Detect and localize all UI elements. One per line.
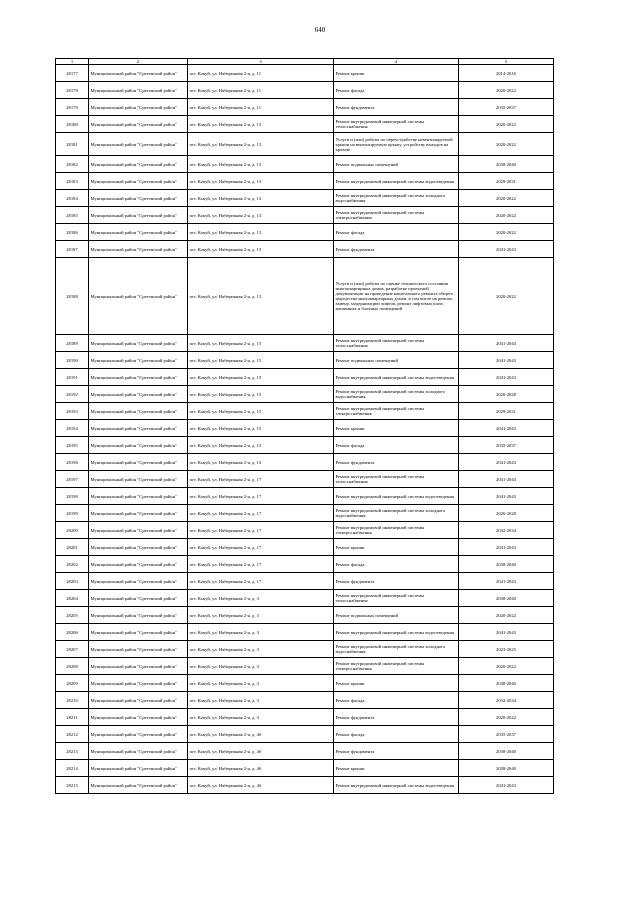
work-type-cell: Услуги и (или) работы по переустройству невентилируемой крыши на вентилируемую крышу, устройству выходов на кровлю: [334, 133, 459, 156]
work-type-cell: Ремонт крыши: [334, 675, 459, 692]
work-type-cell: Ремонт фундамента: [334, 573, 459, 590]
row-number-cell: 28208: [56, 658, 89, 675]
municipality-cell: Муниципальный район "Сретенский район": [89, 709, 188, 726]
row-number-cell: 28198: [56, 488, 89, 505]
address-cell: пгт. Кокуй, ул. Набережная 2-я, д. 3: [188, 607, 334, 624]
column-number: 2: [89, 59, 188, 65]
row-number-cell: 28187: [56, 241, 89, 258]
table-row: [56, 403, 554, 420]
period-cell: 2023-2025: [459, 641, 554, 658]
page-number: 640: [314, 26, 326, 34]
row-number-cell: 28196: [56, 454, 89, 471]
row-number-cell: 28210: [56, 692, 89, 709]
row-number-cell: 28184: [56, 190, 89, 207]
municipality-cell: Муниципальный район "Сретенский район": [89, 624, 188, 641]
work-type-cell: Ремонт внутридомовой инженерной системы электроснабжения: [334, 403, 459, 420]
address-cell: пгт. Кокуй, ул. Набережная 2-я, д. 11: [188, 99, 334, 116]
table-row: [56, 241, 554, 258]
municipality-cell: Муниципальный район "Сретенский район": [89, 590, 188, 607]
municipality-cell: Муниципальный район "Сретенский район": [89, 556, 188, 573]
address-cell: пгт. Кокуй, ул. Набережная 2-я, д. 13: [188, 207, 334, 224]
period-cell: 2041-2043: [459, 471, 554, 488]
row-number-cell: 28181: [56, 133, 89, 156]
row-number-cell: 28180: [56, 116, 89, 133]
municipality-cell: Муниципальный район "Сретенский район": [89, 743, 188, 760]
municipality-cell: Муниципальный район "Сретенский район": [89, 658, 188, 675]
municipality-cell: Муниципальный район "Сретенский район": [89, 258, 188, 335]
period-cell: 2020-2022: [459, 607, 554, 624]
table-row: [56, 156, 554, 173]
work-type-cell: Ремонт фасада: [334, 82, 459, 99]
municipality-cell: Муниципальный район "Сретенский район": [89, 471, 188, 488]
table-row: [56, 65, 554, 82]
table-row: [56, 207, 554, 224]
address-cell: пгт. Кокуй, ул. Набережная 2-я, д. 15: [188, 420, 334, 437]
municipality-cell: Муниципальный район "Сретенский район": [89, 224, 188, 241]
municipality-cell: Муниципальный район "Сретенский район": [89, 777, 188, 794]
work-type-cell: Ремонт фундамента: [334, 454, 459, 471]
address-cell: пгт. Кокуй, ул. Набережная 2-я, д. 15: [188, 437, 334, 454]
period-cell: 2038-2040: [459, 590, 554, 607]
address-cell: пгт. Кокуй, ул. Набережная 2-я, д. 13: [188, 173, 334, 190]
period-cell: 2041-2043: [459, 352, 554, 369]
address-cell: пгт. Кокуй, ул. Набережная 2-я, д. 15: [188, 369, 334, 386]
table-row: [56, 454, 554, 471]
row-number-cell: 28203: [56, 573, 89, 590]
column-number: 5: [459, 59, 554, 65]
period-cell: 2020-2022: [459, 82, 554, 99]
row-number-cell: 28179: [56, 99, 89, 116]
row-number-cell: 28192: [56, 386, 89, 403]
row-number-cell: 28183: [56, 173, 89, 190]
address-cell: пгт. Кокуй, ул. Набережная 2-я, д. 17: [188, 573, 334, 590]
period-cell: 2038-2040: [459, 760, 554, 777]
table-row: [56, 522, 554, 539]
address-cell: пгт. Кокуй, ул. Набережная 2-я, д. 15: [188, 454, 334, 471]
row-number-cell: 28213: [56, 743, 89, 760]
address-cell: пгт. Кокуй, ул. Набережная 2-я, д. 4б: [188, 777, 334, 794]
row-number-cell: 28191: [56, 369, 89, 386]
table-row: [56, 420, 554, 437]
row-number-cell: 28206: [56, 624, 89, 641]
table-row: [56, 190, 554, 207]
capital-repair-table: [55, 58, 554, 794]
work-type-cell: Ремонт внутридомовой инженерной системы холодного водоснабжения: [334, 505, 459, 522]
table-row: [56, 505, 554, 522]
row-number-cell: 28207: [56, 641, 89, 658]
work-type-cell: Ремонт фундамента: [334, 99, 459, 116]
table-row: [56, 743, 554, 760]
address-cell: пгт. Кокуй, ул. Набережная 2-я, д. 4б: [188, 760, 334, 777]
table-row: [56, 133, 554, 156]
address-cell: пгт. Кокуй, ул. Набережная 2-я, д. 3: [188, 692, 334, 709]
row-number-cell: 28193: [56, 403, 89, 420]
municipality-cell: Муниципальный район "Сретенский район": [89, 82, 188, 99]
municipality-cell: Муниципальный район "Сретенский район": [89, 190, 188, 207]
table-row: [56, 369, 554, 386]
municipality-cell: Муниципальный район "Сретенский район": [89, 488, 188, 505]
municipality-cell: Муниципальный район "Сретенский район": [89, 207, 188, 224]
work-type-cell: Ремонт внутридомовой инженерной системы водоотведения: [334, 624, 459, 641]
municipality-cell: Муниципальный район "Сретенский район": [89, 726, 188, 743]
period-cell: 2020-2022: [459, 116, 554, 133]
address-cell: пгт. Кокуй, ул. Набережная 2-я, д. 17: [188, 488, 334, 505]
address-cell: пгт. Кокуй, ул. Набережная 2-я, д. 13: [188, 116, 334, 133]
work-type-cell: Ремонт фасада: [334, 224, 459, 241]
column-number: 4: [334, 59, 459, 65]
table-row: [56, 116, 554, 133]
period-cell: 2035-2037: [459, 437, 554, 454]
work-type-cell: Ремонт внутридомовой инженерной системы водоотведения: [334, 369, 459, 386]
row-number-cell: 28205: [56, 607, 89, 624]
row-number-cell: 28194: [56, 420, 89, 437]
work-type-cell: Ремонт внутридомовой инженерной системы холодного водоснабжения: [334, 641, 459, 658]
table-row: [56, 607, 554, 624]
municipality-cell: Муниципальный район "Сретенский район": [89, 403, 188, 420]
row-number-cell: 28204: [56, 590, 89, 607]
row-number-cell: 28186: [56, 224, 89, 241]
row-number-cell: 28178: [56, 82, 89, 99]
table-row: [56, 224, 554, 241]
table-row: [56, 726, 554, 743]
period-cell: 2038-2040: [459, 156, 554, 173]
row-number-cell: 28199: [56, 505, 89, 522]
table-row: [56, 777, 554, 794]
address-cell: пгт. Кокуй, ул. Набережная 2-я, д. 13: [188, 133, 334, 156]
municipality-cell: Муниципальный район "Сретенский район": [89, 241, 188, 258]
work-type-cell: Ремонт внутридомовой инженерной системы водоотведения: [334, 173, 459, 190]
period-cell: 2041-2043: [459, 539, 554, 556]
work-type-cell: Услуги и (или) работы по оценке технического состояния многоквартирных домов, разработке проектной документации на проведение капитального ремонта общего имущества многоквартирных домов, в том числе на ремонт, замену, модернизацию лифтов, ремонт лифтовых шахт, машинных и блочных помещений: [334, 258, 459, 335]
work-type-cell: Ремонт внутридомовой инженерной системы теплоснабжения: [334, 116, 459, 133]
column-number: 1: [56, 59, 89, 65]
row-number-cell: 28189: [56, 335, 89, 352]
table-row: [56, 692, 554, 709]
table-row: [56, 709, 554, 726]
table-body: [56, 59, 554, 794]
work-type-cell: Ремонт внутридомовой инженерной системы теплоснабжения: [334, 471, 459, 488]
municipality-cell: Муниципальный район "Сретенский район": [89, 692, 188, 709]
address-cell: пгт. Кокуй, ул. Набережная 2-я, д. 17: [188, 539, 334, 556]
period-cell: 2041-2043: [459, 624, 554, 641]
municipality-cell: Муниципальный район "Сретенский район": [89, 369, 188, 386]
period-cell: 2041-2043: [459, 488, 554, 505]
table-row: [56, 573, 554, 590]
address-cell: пгт. Кокуй, ул. Набережная 2-я, д. 13: [188, 224, 334, 241]
table-row: [56, 539, 554, 556]
municipality-cell: Муниципальный район "Сретенский район": [89, 156, 188, 173]
municipality-cell: Муниципальный район "Сретенский район": [89, 386, 188, 403]
address-cell: пгт. Кокуй, ул. Набережная 2-я, д. 11: [188, 65, 334, 82]
work-type-cell: Ремонт фасада: [334, 726, 459, 743]
table-row: [56, 82, 554, 99]
work-type-cell: Ремонт внутридомовой инженерной системы электроснабжения: [334, 207, 459, 224]
period-cell: 2041-2043: [459, 454, 554, 471]
address-cell: пгт. Кокуй, ул. Набережная 2-я, д. 11: [188, 82, 334, 99]
period-cell: 2020-2022: [459, 133, 554, 156]
table-row: [56, 386, 554, 403]
row-number-cell: 28211: [56, 709, 89, 726]
row-number-cell: 28190: [56, 352, 89, 369]
municipality-cell: Муниципальный район "Сретенский район": [89, 607, 188, 624]
municipality-cell: Муниципальный район "Сретенский район": [89, 420, 188, 437]
work-type-cell: Ремонт фундамента: [334, 241, 459, 258]
period-cell: 2041-2043: [459, 369, 554, 386]
work-type-cell: Ремонт внутридомовой инженерной системы теплоснабжения: [334, 590, 459, 607]
table-row: [56, 658, 554, 675]
municipality-cell: Муниципальный район "Сретенский район": [89, 760, 188, 777]
work-type-cell: Ремонт крыши: [334, 760, 459, 777]
row-number-cell: 28202: [56, 556, 89, 573]
address-cell: пгт. Кокуй, ул. Набережная 2-я, д. 4б: [188, 743, 334, 760]
municipality-cell: Муниципальный район "Сретенский район": [89, 65, 188, 82]
address-cell: пгт. Кокуй, ул. Набережная 2-я, д. 17: [188, 522, 334, 539]
row-number-cell: 28201: [56, 539, 89, 556]
period-cell: 2020-2022: [459, 258, 554, 335]
table-row: [56, 335, 554, 352]
period-cell: 2020-2022: [459, 190, 554, 207]
work-type-cell: Ремонт внутридомовой инженерной системы теплоснабжения: [334, 335, 459, 352]
address-cell: пгт. Кокуй, ул. Набережная 2-я, д. 15: [188, 352, 334, 369]
work-type-cell: Ремонт подвальных помещений: [334, 607, 459, 624]
municipality-cell: Муниципальный район "Сретенский район": [89, 173, 188, 190]
period-cell: 2038-2040: [459, 675, 554, 692]
table-row: [56, 488, 554, 505]
row-number-cell: 28188: [56, 258, 89, 335]
municipality-cell: Муниципальный район "Сретенский район": [89, 99, 188, 116]
address-cell: пгт. Кокуй, ул. Набережная 2-я, д. 3: [188, 641, 334, 658]
period-cell: 2029-2031: [459, 403, 554, 420]
address-cell: пгт. Кокуй, ул. Набережная 2-я, д. 3: [188, 675, 334, 692]
row-number-cell: 28185: [56, 207, 89, 224]
period-cell: 2041-2043: [459, 420, 554, 437]
address-cell: пгт. Кокуй, ул. Набережная 2-я, д. 13: [188, 241, 334, 258]
municipality-cell: Муниципальный район "Сретенский район": [89, 335, 188, 352]
table-row: [56, 258, 554, 335]
row-number-cell: 28212: [56, 726, 89, 743]
municipality-cell: Муниципальный район "Сретенский район": [89, 522, 188, 539]
period-cell: 2041-2043: [459, 573, 554, 590]
address-cell: пгт. Кокуй, ул. Набережная 2-я, д. 15: [188, 386, 334, 403]
period-cell: 2020-2022: [459, 709, 554, 726]
address-cell: пгт. Кокуй, ул. Набережная 2-я, д. 17: [188, 505, 334, 522]
address-cell: пгт. Кокуй, ул. Набережная 2-я, д. 3: [188, 658, 334, 675]
address-cell: пгт. Кокуй, ул. Набережная 2-я, д. 13: [188, 258, 334, 335]
municipality-cell: Муниципальный район "Сретенский район": [89, 437, 188, 454]
row-number-cell: 28197: [56, 471, 89, 488]
work-type-cell: Ремонт внутридомовой инженерной системы холодного водоснабжения: [334, 386, 459, 403]
row-number-cell: 28195: [56, 437, 89, 454]
work-type-cell: Ремонт фундамента: [334, 743, 459, 760]
period-cell: 2020-2022: [459, 658, 554, 675]
address-cell: пгт. Кокуй, ул. Набережная 2-я, д. 15: [188, 403, 334, 420]
row-number-cell: 28209: [56, 675, 89, 692]
period-cell: 2032-2034: [459, 522, 554, 539]
table-row: [56, 173, 554, 190]
period-cell: 2032-2034: [459, 692, 554, 709]
municipality-cell: Муниципальный район "Сретенский район": [89, 573, 188, 590]
period-cell: 2020-2022: [459, 207, 554, 224]
work-type-cell: Ремонт фундамента: [334, 709, 459, 726]
period-cell: 2038-2040: [459, 556, 554, 573]
municipality-cell: Муниципальный район "Сретенский район": [89, 133, 188, 156]
address-cell: пгт. Кокуй, ул. Набережная 2-я, д. 17: [188, 471, 334, 488]
municipality-cell: Муниципальный район "Сретенский район": [89, 352, 188, 369]
table-row: [56, 556, 554, 573]
period-cell: 2038-2040: [459, 743, 554, 760]
table-row: [56, 437, 554, 454]
work-type-cell: Ремонт крыши: [334, 65, 459, 82]
row-number-cell: 28177: [56, 65, 89, 82]
address-cell: пгт. Кокуй, ул. Набережная 2-я, д. 13: [188, 190, 334, 207]
period-cell: 2026-2028: [459, 386, 554, 403]
municipality-cell: Муниципальный район "Сретенский район": [89, 454, 188, 471]
work-type-cell: Ремонт фасада: [334, 437, 459, 454]
municipality-cell: Муниципальный район "Сретенский район": [89, 505, 188, 522]
work-type-cell: Ремонт подвальных помещений: [334, 156, 459, 173]
work-type-cell: Ремонт крыши: [334, 420, 459, 437]
table-row: [56, 99, 554, 116]
row-number-cell: 28215: [56, 777, 89, 794]
work-type-cell: Ремонт подвальных помещений: [334, 352, 459, 369]
table-row: [56, 760, 554, 777]
work-type-cell: Ремонт крыши: [334, 539, 459, 556]
address-cell: пгт. Кокуй, ул. Набережная 2-я, д. 4б: [188, 726, 334, 743]
work-type-cell: Ремонт внутридомовой инженерной системы водоотведения: [334, 777, 459, 794]
period-cell: 2035-2037: [459, 726, 554, 743]
period-cell: 2041-2043: [459, 335, 554, 352]
address-cell: пгт. Кокуй, ул. Набережная 2-я, д. 3: [188, 590, 334, 607]
address-cell: пгт. Кокуй, ул. Набережная 2-я, д. 13: [188, 156, 334, 173]
table-row: [56, 471, 554, 488]
period-cell: 2035-2037: [459, 99, 554, 116]
table-row: [56, 590, 554, 607]
address-cell: пгт. Кокуй, ул. Набережная 2-я, д. 17: [188, 556, 334, 573]
address-cell: пгт. Кокуй, ул. Набережная 2-я, д. 15: [188, 335, 334, 352]
address-cell: пгт. Кокуй, ул. Набережная 2-я, д. 3: [188, 624, 334, 641]
work-type-cell: Ремонт внутридомовой инженерной системы холодного водоснабжения: [334, 190, 459, 207]
municipality-cell: Муниципальный район "Сретенский район": [89, 539, 188, 556]
table-row: [56, 675, 554, 692]
work-type-cell: Ремонт фасада: [334, 556, 459, 573]
work-type-cell: Ремонт внутридомовой инженерной системы электроснабжения: [334, 522, 459, 539]
address-cell: пгт. Кокуй, ул. Набережная 2-я, д. 3: [188, 709, 334, 726]
table-row: [56, 624, 554, 641]
column-number: 3: [188, 59, 334, 65]
municipality-cell: Муниципальный район "Сретенский район": [89, 675, 188, 692]
work-type-cell: Ремонт фасада: [334, 692, 459, 709]
municipality-cell: Муниципальный район "Сретенский район": [89, 641, 188, 658]
work-type-cell: Ремонт внутридомовой инженерной системы водоотведения: [334, 488, 459, 505]
table-row: [56, 352, 554, 369]
period-cell: 2041-2043: [459, 777, 554, 794]
period-cell: 2020-2022: [459, 224, 554, 241]
municipality-cell: Муниципальный район "Сретенский район": [89, 116, 188, 133]
row-number-cell: 28214: [56, 760, 89, 777]
row-number-cell: 28182: [56, 156, 89, 173]
table-row: [56, 641, 554, 658]
row-number-cell: 28200: [56, 522, 89, 539]
period-cell: 2014-2016: [459, 65, 554, 82]
period-cell: 2029-2031: [459, 173, 554, 190]
period-cell: 2026-2028: [459, 505, 554, 522]
period-cell: 2041-2043: [459, 241, 554, 258]
work-type-cell: Ремонт внутридомовой инженерной системы электроснабжения: [334, 658, 459, 675]
